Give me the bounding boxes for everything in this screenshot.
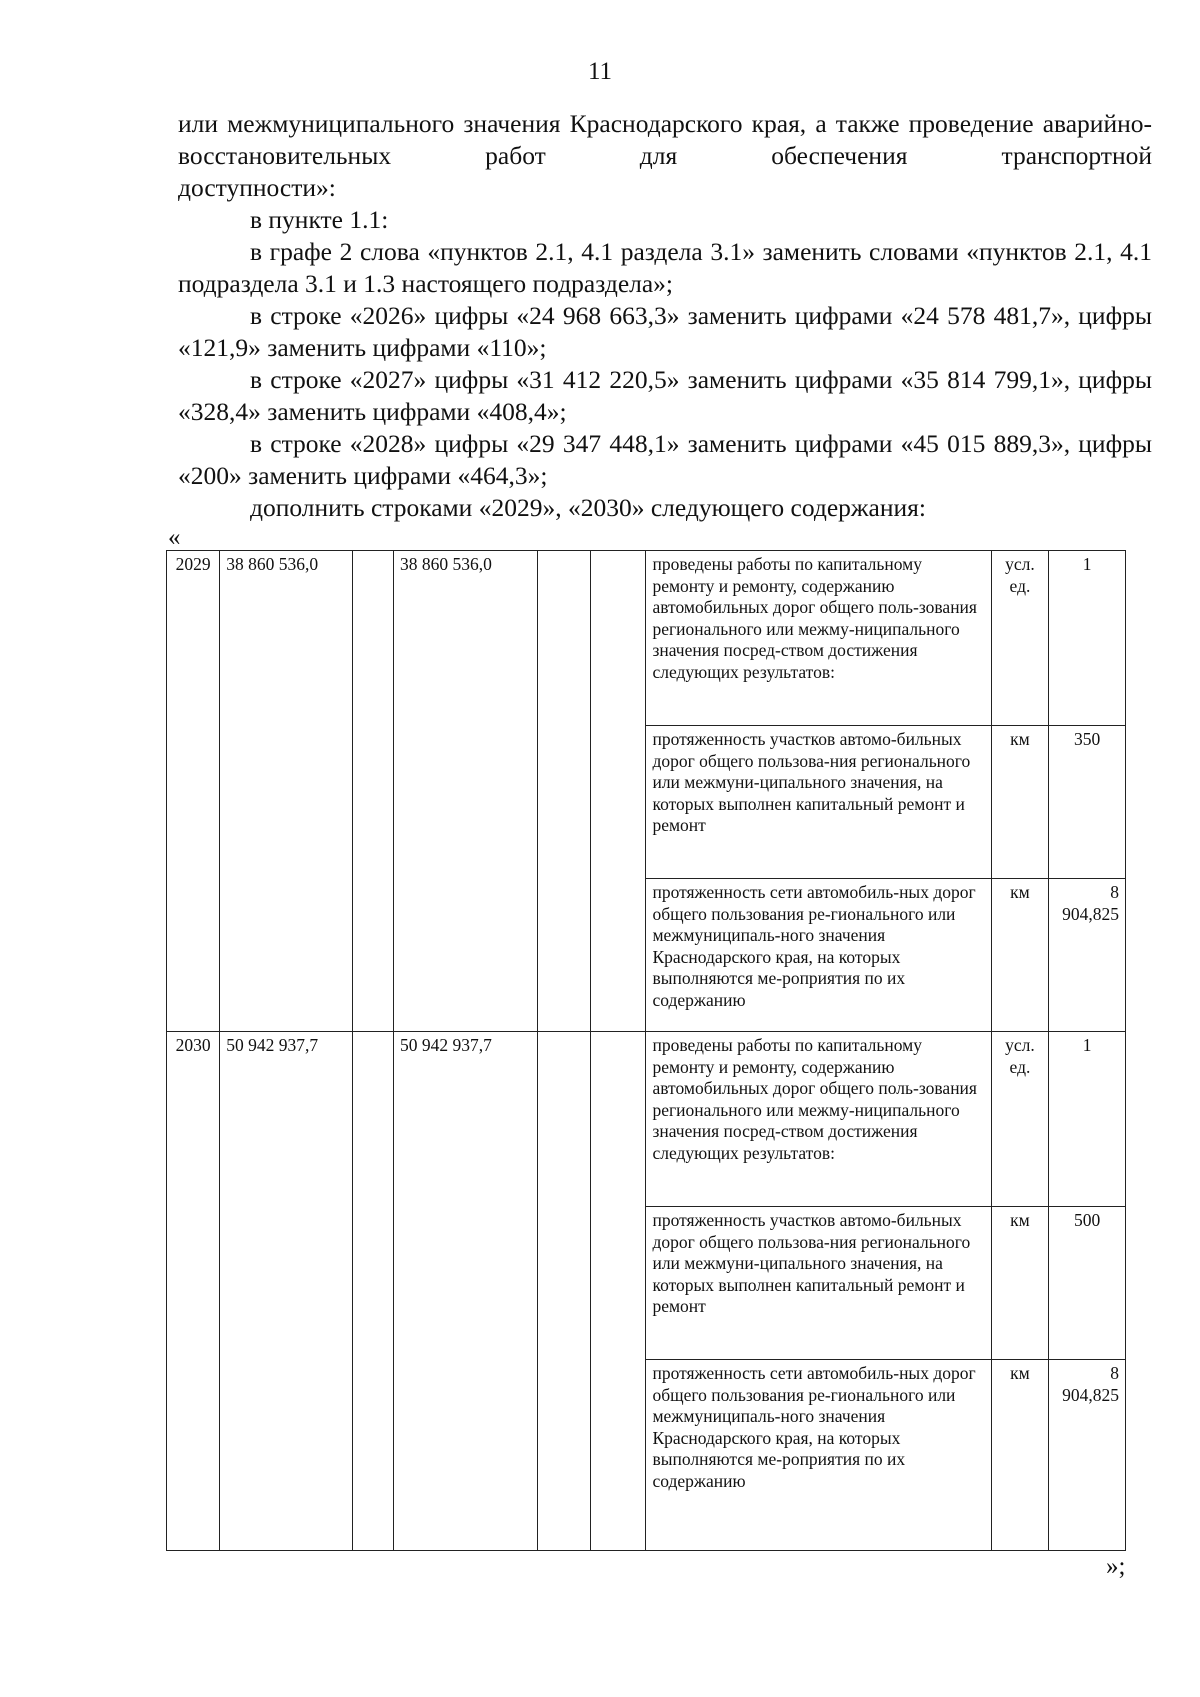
value-cell: 1 — [1049, 551, 1126, 726]
federal-budget-cell — [353, 1032, 393, 1551]
extrabudgetary-cell — [591, 551, 646, 1032]
federal-budget-cell — [353, 551, 393, 1032]
paragraph-row-2028: в строке «2028» цифры «29 347 448,1» заменить цифрами «45 015 889,3», цифры «200» заменить цифрами «464,3»; — [178, 429, 1152, 490]
unit-cell: км — [991, 879, 1049, 1032]
value-cell: 8 904,825 — [1049, 879, 1126, 1032]
opening-quote-mark: « — [168, 524, 181, 551]
year-cell: 2029 — [167, 551, 220, 1032]
table-row — [167, 551, 1126, 726]
result-description-cell: протяженность сети автомобиль-ных дорог общего пользования ре-гионального или межмуниципаль-ного значения Краснодарского края, на которых выполняются ме-роприятия по их содержанию — [646, 1360, 991, 1551]
paragraph-row-2026: в строке «2026» цифры «24 968 663,3» заменить цифрами «24 578 481,7», цифры «121,9» заменить цифрами «110»; — [178, 301, 1152, 362]
paragraph-item-1-1: в пункте 1.1: — [250, 205, 389, 234]
page-number: 11 — [587, 58, 613, 85]
unit-cell: км — [991, 726, 1049, 879]
paragraph-column-2: в графе 2 слова «пунктов 2.1, 4.1 раздела 3.1» заменить словами «пунктов 2.1, 4.1 подраздела 3.1 и 1.3 настоящего подраздела»; — [178, 237, 1152, 298]
table-row — [167, 1032, 1126, 1207]
extrabudgetary-cell — [591, 1032, 646, 1551]
paragraph-add-rows: дополнить строками «2029», «2030» следующего содержания: — [250, 493, 926, 522]
result-description-cell: протяженность сети автомобиль-ных дорог общего пользования ре-гионального или межмуниципаль-ного значения Краснодарского края, на которых выполняются ме-роприятия по их содержанию — [646, 879, 991, 1032]
local-budget-cell — [537, 1032, 590, 1551]
funding-table — [166, 550, 1126, 1551]
year-cell: 2030 — [167, 1032, 220, 1551]
unit-cell: км — [991, 1207, 1049, 1360]
paragraph-continuation: или межмуниципального значения Краснодарского края, а также проведение аварийно-восстановительных работ для обеспечения транспортной — [178, 109, 1152, 170]
value-cell: 8 904,825 — [1049, 1360, 1126, 1551]
total-amount-cell: 38 860 536,0 — [220, 551, 353, 1032]
closing-quote-mark: »; — [1106, 1553, 1126, 1580]
paragraph-row-2027: в строке «2027» цифры «31 412 220,5» заменить цифрами «35 814 799,1», цифры «328,4» заменить цифрами «408,4»; — [178, 365, 1152, 426]
result-description-cell: проведены работы по капитальному ремонту и ремонту, содержанию автомобильных дорог общего поль-зования регионального или межму-ниципального значения посред-ством достижения следующих результатов: — [646, 551, 991, 726]
document-body — [178, 108, 1152, 524]
paragraph-continuation-last-line: доступности»: — [178, 173, 336, 202]
value-cell: 500 — [1049, 1207, 1126, 1360]
result-description-cell: протяженность участков автомо-бильных дорог общего пользова-ния регионального или межмуни-ципального значения, на которых выполнен капитальный ремонт и ремонт — [646, 726, 991, 879]
total-amount-cell: 50 942 937,7 — [220, 1032, 353, 1551]
value-cell: 1 — [1049, 1032, 1126, 1207]
local-budget-cell — [537, 551, 590, 1032]
unit-cell: усл. ед. — [991, 551, 1049, 726]
regional-budget-cell: 38 860 536,0 — [393, 551, 537, 1032]
result-description-cell: проведены работы по капитальному ремонту и ремонту, содержанию автомобильных дорог общего поль-зования регионального или межму-ниципального значения посред-ством достижения следующих результатов: — [646, 1032, 991, 1207]
unit-cell: км — [991, 1360, 1049, 1551]
value-cell: 350 — [1049, 726, 1126, 879]
regional-budget-cell: 50 942 937,7 — [393, 1032, 537, 1551]
result-description-cell: протяженность участков автомо-бильных дорог общего пользова-ния регионального или межмуни-ципального значения, на которых выполнен капитальный ремонт и ремонт — [646, 1207, 991, 1360]
unit-cell: усл. ед. — [991, 1032, 1049, 1207]
